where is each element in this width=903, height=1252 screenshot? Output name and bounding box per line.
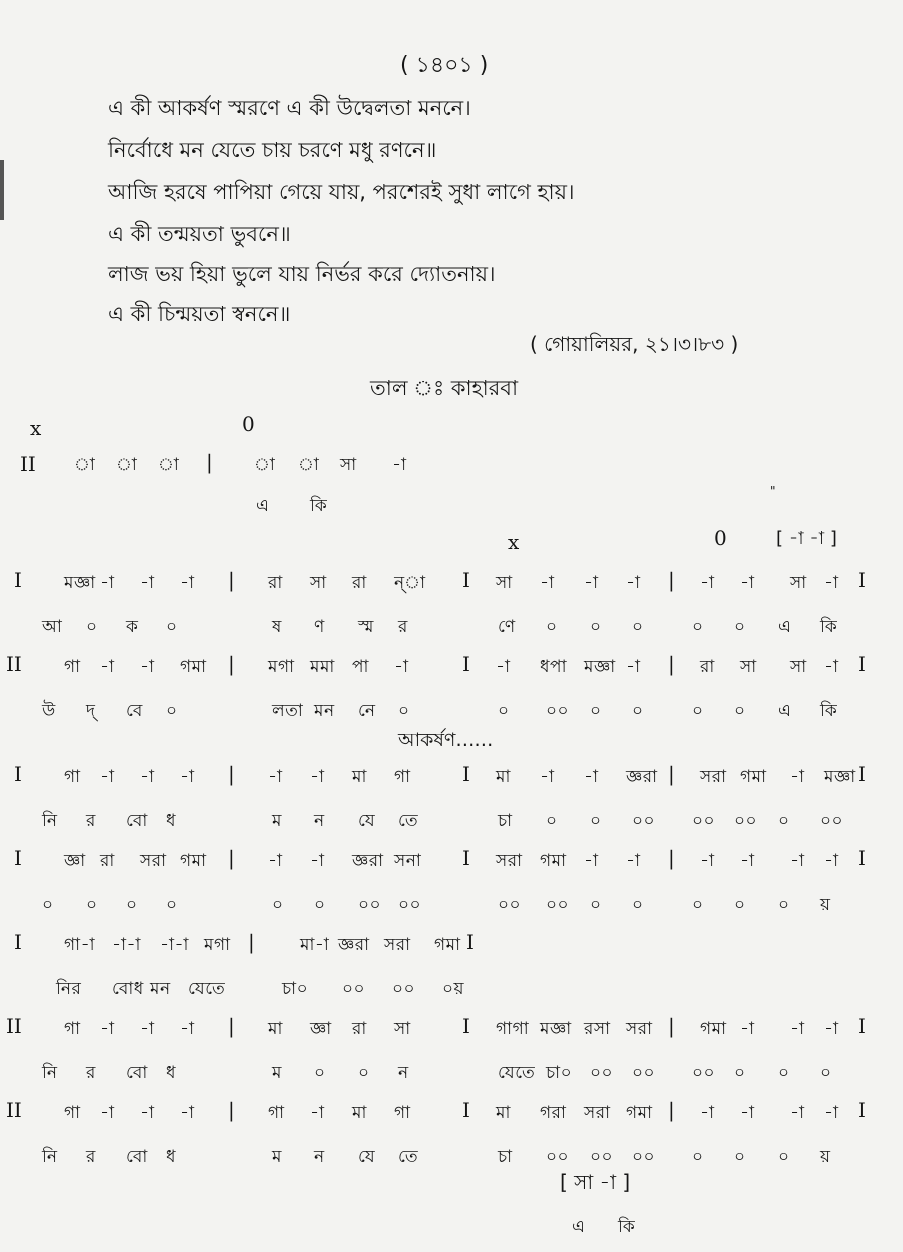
beat-divider: I — [858, 568, 866, 592]
lyric-syllable: ০০ — [692, 1063, 716, 1083]
swara-note: -া — [394, 657, 409, 677]
double-bar: II — [6, 652, 22, 676]
lyric-syllable: ০ — [166, 617, 178, 637]
lyric-syllable: ষ — [272, 617, 282, 637]
swara-note: মমা — [310, 657, 335, 677]
lyric-syllable: ০ — [166, 895, 178, 915]
swara-note: গাগা — [496, 1019, 530, 1039]
swara-note: -া — [824, 851, 839, 871]
swara-note: সা — [496, 573, 513, 593]
beat-divider: | — [668, 652, 675, 676]
beat-divider: I — [858, 762, 866, 786]
lyric-syllable: বো — [126, 1063, 148, 1083]
beat-divider: I — [858, 1098, 866, 1122]
swara-note: গমা — [740, 767, 767, 787]
lyric-syllable: ০ — [590, 811, 602, 831]
swara-note: -া — [180, 1103, 195, 1123]
swara-note: গরা — [540, 1103, 567, 1123]
swara-note: -া — [140, 1103, 155, 1123]
lyric-syllable: ০ — [820, 1063, 832, 1083]
bar-line: I — [14, 762, 22, 786]
beat-divider: I — [462, 762, 470, 786]
swara-note: সা — [310, 573, 327, 593]
lyric-syllable: মন — [150, 979, 171, 999]
lyric-syllable: ০ — [314, 895, 326, 915]
lyric-syllable: বো — [126, 1147, 148, 1167]
swara-note: সা — [340, 455, 357, 475]
swara-note: -া — [626, 573, 641, 593]
swara-note: গমা — [180, 657, 207, 677]
taal-heading: তাল ঃ কাহারবা — [370, 376, 519, 400]
lyric-syllable: ০ — [692, 895, 704, 915]
swara-note: রা — [100, 851, 115, 871]
lyric-syllable: বোধ — [112, 979, 144, 999]
swara-note: সরা — [140, 851, 167, 871]
lyric-syllable: কি — [618, 1217, 636, 1237]
swara-note: -া — [740, 851, 755, 871]
lyric-syllable: ০০ — [392, 979, 416, 999]
swara-note: -া — [140, 573, 155, 593]
beat-divider: | — [668, 762, 675, 786]
beat-divider: I — [462, 846, 470, 870]
lyric-syllable: তে — [398, 811, 419, 831]
lyric-syllable: ম — [272, 1063, 282, 1083]
beat-divider: | — [228, 1098, 235, 1122]
lyric-syllable: এ — [572, 1217, 586, 1237]
swara-note: -া — [100, 657, 115, 677]
lyric-syllable: ০০ — [820, 811, 844, 831]
swara-note: ন্‌া — [394, 573, 426, 593]
swara-note: -া — [140, 657, 155, 677]
lyric-syllable: ০ — [86, 617, 98, 637]
swara-note: মা-া — [300, 935, 330, 955]
swara-note: -া — [790, 851, 805, 871]
lyric-syllable: ০ — [632, 701, 644, 721]
lyric-syllable: ন — [314, 811, 325, 831]
lyric-syllable: ০ — [778, 1063, 790, 1083]
lyric-syllable: য় — [820, 1147, 831, 1167]
swara-note: া — [158, 455, 180, 475]
lyric-syllable: ধ — [166, 811, 177, 831]
swara-note: পা — [352, 657, 369, 677]
swara-note: মা — [352, 1103, 367, 1123]
lyric-syllable: ন — [314, 1147, 325, 1167]
swara-note: রা — [268, 573, 283, 593]
lyric-syllable: কি — [310, 496, 328, 516]
swara-note: -া — [540, 767, 555, 787]
beat-divider: | — [228, 652, 235, 676]
swara-note: গমা — [434, 935, 461, 955]
swara-note: সা — [740, 657, 757, 677]
swara-note: জ্ঞরা — [338, 935, 370, 955]
lyric-syllable: নে — [358, 701, 376, 721]
bar-line: I — [14, 568, 22, 592]
lyric-syllable: চা — [498, 1147, 513, 1167]
lyric-syllable: চা০ — [546, 1063, 573, 1083]
beat-divider: I — [462, 1014, 470, 1038]
swara-note: -া — [140, 767, 155, 787]
lyric-syllable: এ — [778, 701, 792, 721]
final-bracket-notes: [ সা -া ] — [560, 1170, 631, 1194]
beat-divider: | — [248, 930, 255, 954]
lyric-syllable: ০ — [398, 701, 410, 721]
lyric-syllable: ০ — [692, 701, 704, 721]
lyric-syllable: ০ — [42, 895, 54, 915]
swara-note: া — [254, 455, 276, 475]
lyric-syllable: ০য় — [442, 979, 465, 999]
swara-note: মা — [496, 1103, 511, 1123]
lyric-syllable: ০ — [272, 895, 284, 915]
lyric-syllable: বো — [126, 811, 148, 831]
swara-note: -া — [100, 1103, 115, 1123]
swara-note: গা — [394, 767, 411, 787]
swara-note: মা — [268, 1019, 283, 1039]
swara-note: মজ্ঞা — [584, 657, 616, 677]
swara-note: সনা — [394, 851, 422, 871]
beat-divider: I — [858, 652, 866, 676]
swara-note: ধপা — [540, 657, 567, 677]
lyric-syllable: ০ — [590, 617, 602, 637]
swara-note: -া — [626, 851, 641, 871]
double-bar: II — [6, 1014, 22, 1038]
swara-note: সরা — [584, 1103, 611, 1123]
lyric-syllable: ০ — [632, 617, 644, 637]
swara-note: গা-া — [64, 935, 96, 955]
swara-note: জ্ঞা — [310, 1019, 332, 1039]
lyric-syllable: চা — [498, 811, 513, 831]
swara-note: সরা — [384, 935, 411, 955]
swara-note: গা — [64, 657, 81, 677]
lyric-syllable: দ্ — [86, 701, 96, 721]
swara-note: -া — [584, 767, 599, 787]
lyric-syllable: র — [398, 617, 408, 637]
swara-note: -া — [740, 1019, 755, 1039]
lyric-syllable: লতা — [272, 701, 304, 721]
swara-note: মজ্ঞা — [540, 1019, 572, 1039]
lyric-syllable: নি — [42, 811, 58, 831]
beat-divider: | — [206, 450, 213, 474]
repeat-quote-mark: " — [770, 484, 776, 498]
lyric-syllable: ধ — [166, 1063, 177, 1083]
lyric-syllable: তে — [398, 1147, 419, 1167]
lyric-syllable: ণে — [498, 617, 516, 637]
lyric-syllable: ০০ — [590, 1063, 614, 1083]
lyric-syllable: মন — [314, 701, 335, 721]
swara-note: গা — [64, 767, 81, 787]
swara-note: সরা — [496, 851, 523, 871]
lyric-syllable: য় — [820, 895, 831, 915]
sam-marker: x — [508, 530, 520, 554]
lyric-syllable: ০ — [498, 701, 510, 721]
beat-divider: | — [228, 762, 235, 786]
swara-note: -া — [100, 1019, 115, 1039]
swara-note: -া — [100, 767, 115, 787]
beat-divider: | — [668, 1098, 675, 1122]
swara-note: গমা — [180, 851, 207, 871]
swara-note: -া — [790, 1019, 805, 1039]
beat-divider: | — [668, 568, 675, 592]
lyric-syllable: ০০ — [342, 979, 366, 999]
bar-line: I — [14, 930, 22, 954]
lyric-syllable: যেতে — [498, 1063, 536, 1083]
poem-line: লাজ ভয় হিয়া ভুলে যায় নির্ভর করে দ্যোতনায়। — [108, 262, 496, 286]
lyric-syllable: ০ — [590, 895, 602, 915]
swara-note: গমা — [540, 851, 567, 871]
bracket-notes: [ -া -া ] — [776, 528, 837, 549]
lyric-syllable: ০ — [734, 1147, 746, 1167]
lyric-syllable: বে — [126, 701, 143, 721]
swara-note: সা — [790, 657, 807, 677]
lyric-syllable: চা০ — [282, 979, 309, 999]
lyric-syllable: ০০ — [632, 1147, 656, 1167]
lyric-syllable: ০ — [734, 617, 746, 637]
swara-note: জ্ঞরা — [626, 767, 658, 787]
swara-note: -া — [740, 1103, 755, 1123]
lyric-syllable: ম — [272, 811, 282, 831]
swara-note: -া — [700, 573, 715, 593]
lyric-syllable: আ — [42, 617, 63, 637]
beat-divider: I — [858, 846, 866, 870]
swara-note: সা — [790, 573, 807, 593]
lyric-syllable: ০ — [632, 895, 644, 915]
swara-note: গা — [64, 1103, 81, 1123]
lyric-syllable: ০০ — [692, 811, 716, 831]
swara-note: -া — [310, 1103, 325, 1123]
lyric-syllable: ০ — [546, 617, 558, 637]
swara-note: -া-া — [112, 935, 141, 955]
swara-note: -া — [496, 657, 511, 677]
lyric-syllable: ০ — [734, 1063, 746, 1083]
lyric-syllable: ০ — [778, 1147, 790, 1167]
edge-scan-mark — [0, 160, 4, 220]
place-date-attribution: ( গোয়ালিয়র, ২১।৩।৮৩ ) — [530, 332, 739, 356]
beat-divider: I — [462, 1098, 470, 1122]
swara-note: মগা — [204, 935, 231, 955]
swara-note: গা — [268, 1103, 285, 1123]
lyric-syllable: ধ — [166, 1147, 177, 1167]
poem-line: নির্বোধে মন যেতে চায় চরণে মধু রণনে॥ — [108, 138, 437, 162]
lyric-syllable: ০ — [166, 701, 178, 721]
lyric-syllable: নি — [42, 1063, 58, 1083]
lyric-syllable: ০ — [86, 895, 98, 915]
swara-note: রা — [352, 1019, 367, 1039]
lyric-syllable: ০ — [692, 617, 704, 637]
lyric-syllable: ন — [398, 1063, 409, 1083]
beat-divider: I — [462, 652, 470, 676]
swara-note: মজ্ঞা — [824, 767, 856, 787]
swara-note: -া — [310, 851, 325, 871]
lyric-syllable: ০০ — [546, 1147, 570, 1167]
lyric-syllable: ০ — [692, 1147, 704, 1167]
lyric-syllable: ০০ — [546, 895, 570, 915]
lyric-syllable: কি — [820, 701, 838, 721]
swara-note: মা — [352, 767, 367, 787]
swara-note: গমা — [700, 1019, 727, 1039]
lyric-syllable: ০ — [778, 811, 790, 831]
khali-marker: 0 — [242, 412, 255, 436]
beat-divider: | — [228, 1014, 235, 1038]
swara-note: া — [298, 455, 320, 475]
swara-note: জ্ঞা — [64, 851, 86, 871]
swara-note: -া — [790, 1103, 805, 1123]
lyric-syllable: ০০ — [590, 1147, 614, 1167]
swara-note: -া — [310, 767, 325, 787]
swara-note: গা — [394, 1103, 411, 1123]
swara-note: -া — [180, 767, 195, 787]
swara-note: -া — [180, 1019, 195, 1039]
swara-note: -া — [824, 657, 839, 677]
section-label: আকর্ষণ…… — [398, 729, 494, 751]
swara-note: -া — [626, 657, 641, 677]
bar-line: I — [14, 846, 22, 870]
double-bar: II — [20, 452, 36, 476]
lyric-syllable: নি — [42, 1147, 58, 1167]
sam-marker: x — [30, 416, 42, 440]
lyric-syllable: স্ম — [358, 617, 374, 637]
double-bar: II — [6, 1098, 22, 1122]
swara-note: -া — [740, 573, 755, 593]
swara-note: জ্ঞরা — [352, 851, 384, 871]
poem-line: এ কী আকর্ষণ স্মরণে এ কী উদ্বেলতা মননে। — [108, 96, 471, 120]
swara-note: -া — [584, 851, 599, 871]
swara-note: রা — [700, 657, 715, 677]
lyric-syllable: ক — [126, 617, 139, 637]
lyric-syllable: ০০ — [632, 811, 656, 831]
beat-divider: I — [466, 930, 474, 954]
swara-note: -া — [180, 573, 195, 593]
lyric-syllable: ০ — [590, 701, 602, 721]
lyric-syllable: র — [86, 811, 96, 831]
poem-line: আজি হরষে পাপিয়া গেয়ে যায়, পরশেরই সুধা লাগে হায়। — [108, 180, 575, 204]
lyric-syllable: ০ — [546, 811, 558, 831]
swara-note: রসা — [584, 1019, 611, 1039]
page-number: ( ১৪০১ ) — [400, 53, 489, 78]
lyric-syllable: যে — [358, 811, 376, 831]
beat-divider: | — [228, 846, 235, 870]
swara-note: মগা — [268, 657, 295, 677]
lyric-syllable: ০ — [126, 895, 138, 915]
lyric-syllable: ০০ — [398, 895, 422, 915]
swara-note: া — [116, 455, 138, 475]
lyric-syllable: উ — [42, 701, 56, 721]
swara-note: -া — [540, 573, 555, 593]
beat-divider: | — [668, 846, 675, 870]
poem-line: এ কী তন্ময়তা ভুবনে॥ — [108, 222, 291, 246]
swara-note: সরা — [700, 767, 727, 787]
lyric-syllable: ০ — [734, 701, 746, 721]
swara-note: -া — [700, 1103, 715, 1123]
swara-note: -া — [268, 851, 283, 871]
lyric-syllable: নির — [56, 979, 82, 999]
swara-note: মা — [496, 767, 511, 787]
lyric-syllable: ০০ — [546, 701, 570, 721]
swara-note: রা — [352, 573, 367, 593]
swara-note: গা — [64, 1019, 81, 1039]
beat-divider: I — [462, 568, 470, 592]
lyric-syllable: র — [86, 1147, 96, 1167]
swara-note: -া — [824, 573, 839, 593]
beat-divider: I — [858, 1014, 866, 1038]
lyric-syllable: ০০ — [632, 1063, 656, 1083]
lyric-syllable: ণ — [314, 617, 325, 637]
lyric-syllable: ০ — [314, 1063, 326, 1083]
lyric-syllable: ০০ — [734, 811, 758, 831]
lyric-syllable: এ — [256, 496, 270, 516]
beat-divider: | — [228, 568, 235, 592]
swara-note: -া — [790, 767, 805, 787]
lyric-syllable: ০০ — [358, 895, 382, 915]
lyric-syllable: ০ — [734, 895, 746, 915]
lyric-syllable: র — [86, 1063, 96, 1083]
swara-note: া — [74, 455, 96, 475]
swara-note: -া — [392, 455, 407, 475]
lyric-syllable: যেতে — [188, 979, 226, 999]
swara-note: -া — [700, 851, 715, 871]
lyric-syllable: ০ — [358, 1063, 370, 1083]
swara-note: -া — [100, 573, 115, 593]
swara-note: মজ্ঞা — [64, 573, 96, 593]
swara-note: -া — [824, 1103, 839, 1123]
swara-note: -া — [140, 1019, 155, 1039]
swara-note: -া — [268, 767, 283, 787]
lyric-syllable: ০০ — [498, 895, 522, 915]
poem-line: এ কী চিন্ময়তা স্বননে॥ — [108, 302, 291, 326]
swara-note: -া — [584, 573, 599, 593]
lyric-syllable: কি — [820, 617, 838, 637]
swara-note: সা — [394, 1019, 411, 1039]
swara-note: -া-া — [160, 935, 189, 955]
khali-marker: 0 — [714, 526, 727, 550]
lyric-syllable: যে — [358, 1147, 376, 1167]
lyric-syllable: এ — [778, 617, 792, 637]
swara-note: -া — [824, 1019, 839, 1039]
swara-note: সরা — [626, 1019, 653, 1039]
beat-divider: | — [668, 1014, 675, 1038]
lyric-syllable: ০ — [778, 895, 790, 915]
swara-note: গমা — [626, 1103, 653, 1123]
lyric-syllable: ম — [272, 1147, 282, 1167]
